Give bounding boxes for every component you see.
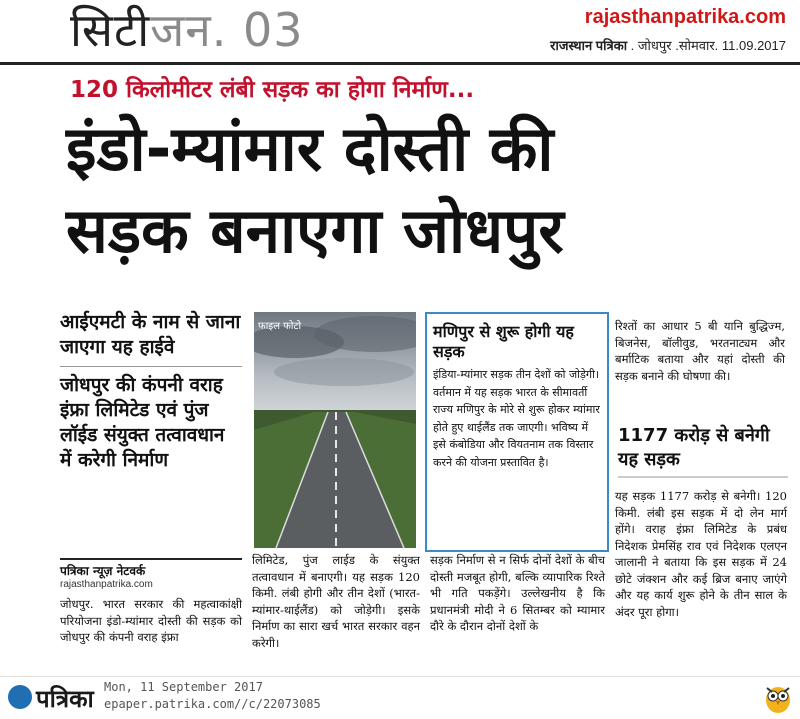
owl-icon	[762, 682, 794, 714]
headline-line-1: इंडो-म्यांमार दोस्ती की	[66, 112, 554, 185]
patrika-logo-icon	[8, 685, 32, 709]
article-column-3: सड़क निर्माण से न सिर्फ दोनों देशों के बीच दोस्ती मजबूत होगी, बल्कि व्यापारिक रिश्ते भी गति पकड़ेंगे। उल्लेखनीय है कि प्रधानमंत्री मोदी ने 6 सितम्बर को म्यामार दौरे के दौरान दोनों देशों के	[430, 553, 605, 633]
info-box-title: मणिपुर से शुरू होगी यह सड़क	[433, 322, 574, 361]
headline-line-2: सड़क बनाएगा जोधपुर	[66, 194, 564, 267]
section-title	[70, 0, 304, 60]
article-column-4b: यह सड़क 1177 करोड़ से बनेगी। 120 किमी. लंबी इस सड़क में दो लेन मार्ग होंगे। वराह इंफ्रा लिमिटेड के प्रबंध निदेशक प्रेमसिंह राव एवं निदेशक एलएन जालानी ने बताया कि इस सड़क में 24 छोटे जंक्शन और कई ब्रिज बनाए जाएंगे और यह कार्य शुरू होने के तीन साल के अंदर पूरा होगा।	[615, 489, 787, 619]
byline	[60, 558, 242, 590]
info-box-text: इंडिया-म्यांमार सड़क तीन देशों को जोड़ेगी। वर्तमान में यह सड़क भारत के सीमावर्ती राज्य मणिपुर के मोरे से शुरू होकर म्यांमार होते हुए थाईलैंड तक जाएगी। भविष्य में इसे कंबोडिया और वियतनाम तक विस्तार करने की योजना प्रस्तावित है।	[433, 368, 600, 469]
edition-line	[550, 36, 786, 54]
article-column-2: लिमिटेड, पुंज लाईड के संयुक्त तत्वावधान में बनाएगी। यह सड़क 120 किमी. लंबी होगी और तीन देशों (भारत-म्यांमार-थाईलैंड) को जोड़ेगी। इसके निर्माण का सारा खर्च भारत सरकार वहन करेगी।	[252, 553, 420, 650]
section-number: . 03	[211, 3, 304, 57]
epaper-date: Mon, 11 September 2017	[104, 680, 263, 694]
photo-caption: फाइल फोटो	[258, 321, 302, 332]
headline	[66, 108, 786, 272]
edition-date: . जोधपुर .सोमवार. 11.09.2017	[627, 38, 786, 53]
subhead-company: जोधपुर की कंपनी वराह इंफ्रा लिमिटेड एवं पुंज लॉईड संयुक्त तत्वावधान में करेगी निर्माण	[60, 374, 225, 471]
kicker: 120 किलोमीटर लंबी सड़क का होगा निर्माण...	[70, 77, 475, 103]
subhead-cost: 1177 करोड़ से बनेगी यह सड़क	[618, 424, 788, 478]
article-column-1: जोधपुर. भारत सरकार की महत्वाकांक्षी परियोजना इंडो-म्यांमार दोस्ती की सड़क को जोधपुर की कंपनी वराह इंफ्रा	[60, 597, 242, 644]
byline-network: पत्रिका न्यूज़ नेटवर्क	[60, 564, 146, 578]
byline-url: rajasthanpatrika.com	[60, 579, 153, 590]
left-subheads	[60, 310, 242, 473]
patrika-logo-text: पत्रिका	[36, 685, 94, 713]
epaper-url[interactable]: epaper.patrika.com//c/22073085	[104, 697, 321, 711]
road-photo-image	[254, 312, 416, 548]
section-title-part-a: सिटी	[70, 3, 151, 57]
edition-paper: राजस्थान पत्रिका	[550, 38, 628, 53]
subhead-imt: आईएमटी के नाम से जाना जाएगा यह हाईवे	[60, 310, 242, 367]
site-link[interactable]: rajasthanpatrika.com	[584, 6, 786, 28]
article-column-4a: रिश्तों का आधार 5 बी यानि बुद्धिज्म, बिजनेस, बॉलीवुड, भरतनाट्यम और बर्माटिक बताया और यहां दोस्ती की सड़क बनाने की घोषणा की।	[615, 319, 785, 383]
road-photo	[254, 312, 416, 548]
section-title-part-b: जन	[150, 3, 212, 57]
